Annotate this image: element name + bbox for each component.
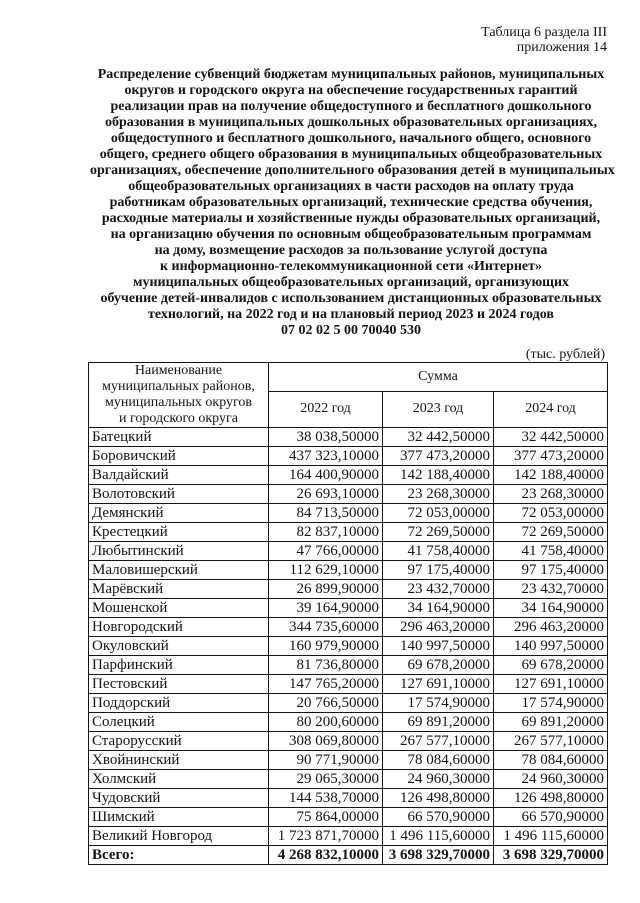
column-header-sum: Сумма: [269, 363, 608, 392]
table-row: [89, 599, 608, 618]
amount-cell: 66 570,90000: [494, 808, 608, 827]
amount-cell: 34 164,90000: [494, 599, 608, 618]
amount-cell: 72 053,00000: [383, 504, 494, 523]
district-name-cell: Батецкий: [89, 428, 269, 447]
amount-cell: 34 164,90000: [383, 599, 494, 618]
amount-cell: 47 766,00000: [269, 542, 383, 561]
title-line: округов и городского округа на обеспечение государственных гарантий: [124, 83, 578, 98]
amount-cell: 69 891,20000: [494, 713, 608, 732]
amount-cell: 26 693,10000: [269, 485, 383, 504]
amount-cell: 147 765,20000: [269, 675, 383, 694]
header-row: [89, 363, 608, 392]
title-line: на организацию обучения по основным общеобразовательным программам: [110, 227, 592, 242]
title-line: работникам образовательных организаций, технические средства обучения,: [109, 195, 593, 210]
table-row: [89, 580, 608, 599]
amount-cell: 126 498,80000: [494, 789, 608, 808]
amount-cell: 296 463,20000: [494, 618, 608, 637]
table-row: [89, 466, 608, 485]
amount-cell: 90 771,90000: [269, 751, 383, 770]
district-name-cell: Холмский: [89, 770, 269, 789]
title-line: организациях, обеспечение дополнительного образования детей в муниципальных: [90, 163, 615, 178]
table-row: [89, 637, 608, 656]
amount-cell: 72 269,50000: [494, 523, 608, 542]
district-name-cell: Окуловский: [89, 637, 269, 656]
amount-cell: 23 432,70000: [494, 580, 608, 599]
column-header-name-line: Наименование: [134, 363, 223, 378]
amount-cell: 32 442,50000: [494, 428, 608, 447]
table-row: [89, 523, 608, 542]
title-line: общедоступного и бесплатного дошкольного, начального общего, основного: [110, 131, 592, 146]
district-name-cell: Парфинский: [89, 656, 269, 675]
district-name-cell: Пестовский: [89, 675, 269, 694]
total-label-cell: Всего:: [89, 846, 269, 865]
amount-cell: 82 837,10000: [269, 523, 383, 542]
amount-cell: 32 442,50000: [383, 428, 494, 447]
column-header-year-1: 2022 год: [269, 391, 383, 427]
amount-cell: 84 713,50000: [269, 504, 383, 523]
column-header-name-line: муниципальных округов: [104, 395, 253, 410]
district-name-cell: Крестецкий: [89, 523, 269, 542]
amount-cell: 344 735,60000: [269, 618, 383, 637]
district-name-cell: Любытинский: [89, 542, 269, 561]
title-line: реализации прав на получение общедоступного и бесплатного дошкольного: [110, 99, 592, 114]
district-name-cell: Валдайский: [89, 466, 269, 485]
amount-cell: 17 574,90000: [494, 694, 608, 713]
amount-cell: 1 723 871,70000: [269, 827, 383, 846]
document-title: [90, 67, 615, 339]
amount-cell: 81 736,80000: [269, 656, 383, 675]
amount-cell: 142 188,40000: [494, 466, 608, 485]
budget-classification-code: 07 02 02 5 00 70040 530: [281, 323, 421, 338]
total-amount-cell: 4 268 832,10000: [269, 846, 383, 865]
amount-cell: 377 473,20000: [383, 447, 494, 466]
table-row: [89, 770, 608, 789]
table-row: [89, 428, 608, 447]
table-row: [89, 808, 608, 827]
column-header-name-line: и городского округа: [119, 411, 238, 426]
table-row: [89, 447, 608, 466]
district-name-cell: Солецкий: [89, 713, 269, 732]
column-header-year-2: 2023 год: [383, 391, 494, 427]
district-name-cell: Боровичский: [89, 447, 269, 466]
district-name-cell: Демянский: [89, 504, 269, 523]
table-row: [89, 542, 608, 561]
amount-cell: 267 577,10000: [383, 732, 494, 751]
amount-cell: 66 570,90000: [383, 808, 494, 827]
title-line: Распределение субвенций бюджетам муниципальных районов, муниципальных: [97, 67, 605, 82]
amount-cell: 140 997,50000: [383, 637, 494, 656]
amount-cell: 112 629,10000: [269, 561, 383, 580]
table-row: [89, 789, 608, 808]
amount-cell: 38 038,50000: [269, 428, 383, 447]
total-amount-cell: 3 698 329,70000: [383, 846, 494, 865]
amount-cell: 41 758,40000: [494, 542, 608, 561]
appendix-label: приложения 14: [516, 40, 607, 55]
title-line: общего, среднего общего образования в муниципальных общеобразовательных: [99, 147, 603, 162]
title-line: общеобразовательных организациях в части расходов на оплату труда: [128, 179, 574, 194]
title-line: образования в муниципальных дошкольных образовательных организациях,: [104, 115, 598, 130]
table-row: [89, 485, 608, 504]
amount-cell: 377 473,20000: [494, 447, 608, 466]
table-row: [89, 827, 608, 846]
amount-cell: 97 175,40000: [494, 561, 608, 580]
district-name-cell: Мошенской: [89, 599, 269, 618]
amount-cell: 20 766,50000: [269, 694, 383, 713]
column-header-year-3: 2024 год: [494, 391, 608, 427]
total-row: [89, 846, 608, 865]
column-header-name-line: муниципальных районов,: [102, 379, 255, 394]
amount-cell: 1 496 115,60000: [383, 827, 494, 846]
title-line: муниципальных общеобразовательных организаций, организующих: [132, 275, 570, 290]
table-body: [89, 428, 608, 865]
amount-cell: 78 084,60000: [383, 751, 494, 770]
amount-cell: 69 891,20000: [383, 713, 494, 732]
amount-cell: 39 164,90000: [269, 599, 383, 618]
district-name-cell: Великий Новгород: [89, 827, 269, 846]
district-name-cell: Марёвский: [89, 580, 269, 599]
title-line: обучение детей-инвалидов с использованием дистанционных образовательных: [100, 291, 602, 306]
table-row: [89, 751, 608, 770]
amount-cell: 127 691,10000: [494, 675, 608, 694]
amount-cell: 23 432,70000: [383, 580, 494, 599]
district-name-cell: Новгородский: [89, 618, 269, 637]
amount-cell: 23 268,30000: [494, 485, 608, 504]
table-row: [89, 732, 608, 751]
amount-cell: 69 678,20000: [494, 656, 608, 675]
amount-cell: 144 538,70000: [269, 789, 383, 808]
amount-cell: 142 188,40000: [383, 466, 494, 485]
table-row: [89, 504, 608, 523]
amount-cell: 127 691,10000: [383, 675, 494, 694]
amount-cell: 164 400,90000: [269, 466, 383, 485]
table-reference: [481, 25, 607, 55]
district-name-cell: Старорусский: [89, 732, 269, 751]
amount-cell: 296 463,20000: [383, 618, 494, 637]
title-line: технологий, на 2022 год и на плановый период 2023 и 2024 годов: [148, 307, 554, 322]
amount-cell: 140 997,50000: [494, 637, 608, 656]
table-header: [89, 363, 608, 428]
district-name-cell: Волотовский: [89, 485, 269, 504]
table-number-label: Таблица 6 раздела III: [481, 25, 607, 40]
amount-cell: 308 069,80000: [269, 732, 383, 751]
amount-cell: 23 268,30000: [383, 485, 494, 504]
district-name-cell: Хвойнинский: [89, 751, 269, 770]
amount-cell: 126 498,80000: [383, 789, 494, 808]
table-row: [89, 656, 608, 675]
district-name-cell: Маловишерский: [89, 561, 269, 580]
amount-cell: 72 269,50000: [383, 523, 494, 542]
amount-cell: 267 577,10000: [494, 732, 608, 751]
title-line: расходные материалы и хозяйственные нужды образовательных организаций,: [101, 211, 601, 226]
table-row: [89, 561, 608, 580]
district-name-cell: Чудовский: [89, 789, 269, 808]
amount-cell: 75 864,00000: [269, 808, 383, 827]
table-row: [89, 675, 608, 694]
amount-cell: 80 200,60000: [269, 713, 383, 732]
amount-cell: 24 960,30000: [494, 770, 608, 789]
amount-cell: 97 175,40000: [383, 561, 494, 580]
amount-cell: 29 065,30000: [269, 770, 383, 789]
units-label: (тыс. рублей): [525, 347, 605, 362]
district-name-cell: Поддорский: [89, 694, 269, 713]
table-row: [89, 694, 608, 713]
amount-cell: 160 979,90000: [269, 637, 383, 656]
amount-cell: 1 496 115,60000: [494, 827, 608, 846]
subvention-table: [88, 362, 608, 865]
title-line: на дому, возмещение расходов за пользование услугой доступа: [154, 243, 548, 258]
total-amount-cell: 3 698 329,70000: [494, 846, 608, 865]
amount-cell: 24 960,30000: [383, 770, 494, 789]
title-line: к информационно-телекоммуникационной сети «Интернет»: [159, 259, 543, 274]
amount-cell: 26 899,90000: [269, 580, 383, 599]
amount-cell: 41 758,40000: [383, 542, 494, 561]
amount-cell: 72 053,00000: [494, 504, 608, 523]
table-row: [89, 618, 608, 637]
amount-cell: 17 574,90000: [383, 694, 494, 713]
column-header-name: [89, 363, 269, 428]
district-name-cell: Шимский: [89, 808, 269, 827]
amount-cell: 437 323,10000: [269, 447, 383, 466]
amount-cell: 69 678,20000: [383, 656, 494, 675]
amount-cell: 78 084,60000: [494, 751, 608, 770]
table-row: [89, 713, 608, 732]
